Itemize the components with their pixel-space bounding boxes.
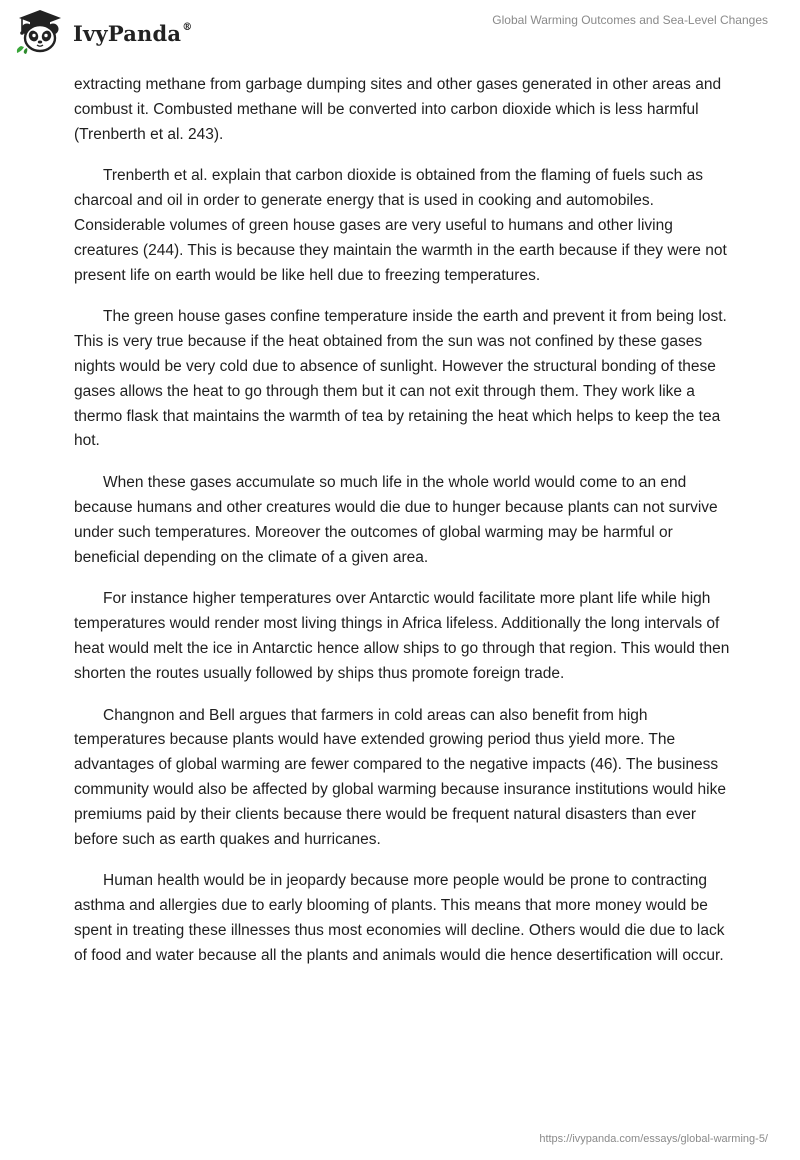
panda-graduate-icon: [15, 8, 65, 54]
paragraph: Trenberth et al. explain that carbon dioxide is obtained from the flaming of fuels such as charcoal and oil in order to generate energy that is used in cooking and automobiles. Considerable volumes of green house gases are very useful to humans and other living creatures (244). This is because they maintain the warmth in the earth because if they were not present life on earth would be like hell due to freezing temperatures.: [74, 167, 727, 284]
registered-mark: ®: [182, 21, 193, 33]
paragraph: For instance higher temperatures over Antarctic would facilitate more plant life while high temperatures would render most living things in Africa lifeless. Additionally the long intervals of heat would melt the ice in Antarctic hence allow ships to go through that region. This would then shorten the routes usually followed by ships thus promote foreign trade.: [74, 590, 730, 682]
paragraph: extracting methane from garbage dumping sites and other gases generated in other areas and combust it. Combusted methane will be converted into carbon dioxide which is less harmful (Trenberth et al. 243).: [74, 76, 722, 143]
essay-body: [74, 73, 734, 986]
brand-name: IvyPanda®: [73, 20, 193, 46]
page-header: [0, 0, 800, 64]
ivypanda-logo[interactable]: [15, 8, 192, 54]
paragraph: Changnon and Bell argues that farmers in cold areas can also benefit from high temperatures because plants would have extended growing period thus yield more. The advantages of global warming are fewer compared to the negative impacts (46). The business community would also be affected by global warming because insurance institutions would hike premiums paid by their clients because there would be frequent natural disasters than ever before such as earth quakes and hurricanes.: [74, 706, 726, 848]
paragraph: The green house gases confine temperature inside the earth and prevent it from being lost. This is very true because if the heat obtained from the sun was not confined by these gases nights would be very cold due to absence of sunlight. However the structural bonding of these gases allows the heat to go through them but it can not exit through them. They work like a thermo flask that maintains the warmth of tea by retaining the heat which helps to keep the tea hot.: [74, 308, 727, 450]
source-url-link[interactable]: https://ivypanda.com/essays/global-warming-5/: [539, 1133, 768, 1145]
paragraph: Human health would be in jeopardy because more people would be prone to contracting asthma and allergies due to early blooming of plants. This means that more money would be spent in treating these illnesses thus most economies will decline. Others would die due to lack of food and water because all the plants and animals would die hence desertification will occur.: [74, 872, 725, 964]
paragraph: When these gases accumulate so much life in the whole world would come to an end because humans and other creatures would die due to hunger because plants can not survive under such temperatures. Moreover the outcomes of global warming may be harmful or beneficial depending on the climate of a given area.: [74, 474, 718, 566]
document-title: Global Warming Outcomes and Sea-Level Changes: [492, 13, 768, 27]
